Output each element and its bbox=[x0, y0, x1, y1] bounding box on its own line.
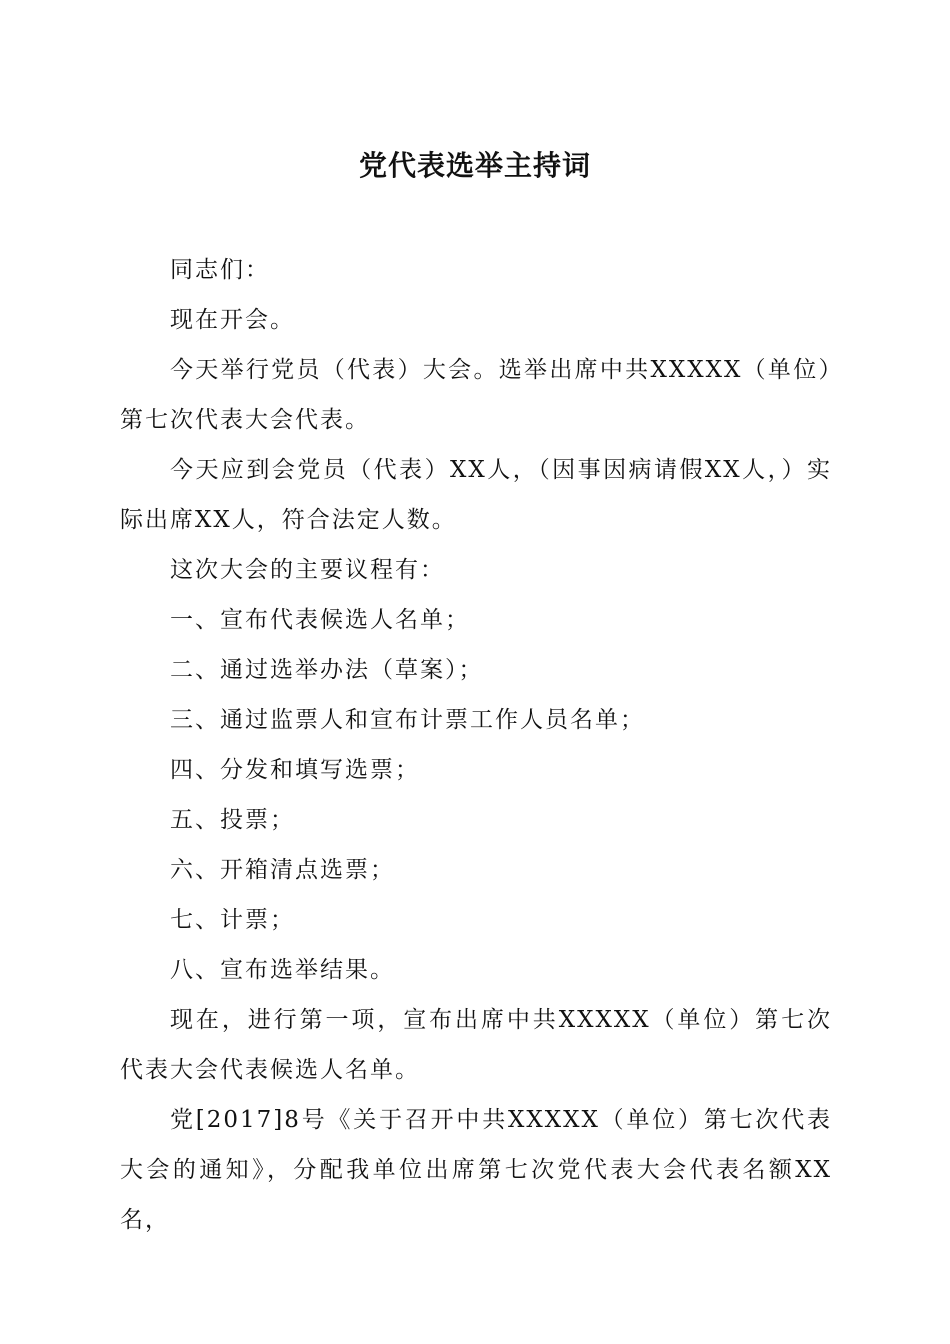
agenda-item: 六、开箱清点选票； bbox=[170, 857, 395, 883]
paragraph: 现在，进行第一项，宣布出席中共XXXXX（单位）第七次代表大会代表候选人名单。 bbox=[120, 1007, 832, 1083]
paragraph: 今天应到会党员（代表）XX人，（因事因病请假XX人，）实际出席XX人，符合法定人数。 bbox=[120, 457, 832, 533]
salutation: 同志们： bbox=[170, 257, 270, 283]
paragraph: 现在开会。 bbox=[170, 307, 295, 333]
agenda-item: 八、宣布选举结果。 bbox=[170, 957, 395, 983]
agenda-item: 四、分发和填写选票； bbox=[170, 757, 420, 783]
agenda-item: 三、通过监票人和宣布计票工作人员名单； bbox=[170, 707, 645, 733]
agenda-item: 一、宣布代表候选人名单； bbox=[170, 607, 470, 633]
document-title: 党代表选举主持词 bbox=[358, 149, 591, 182]
document-body bbox=[120, 245, 832, 1245]
agenda-item: 五、投票； bbox=[170, 807, 295, 833]
paragraph: 党[2017]8号《关于召开中共XXXXX（单位）第七次代表大会的通知》，分配我单位出席第七次党代表大会代表名额XX名， bbox=[120, 1107, 832, 1233]
agenda-item: 七、计票； bbox=[170, 907, 295, 933]
paragraph: 这次大会的主要议程有： bbox=[170, 557, 445, 583]
paragraph: 今天举行党员（代表）大会。选举出席中共XXXXX（单位）第七次代表大会代表。 bbox=[120, 357, 832, 433]
agenda-item: 二、通过选举办法（草案）； bbox=[170, 657, 484, 683]
